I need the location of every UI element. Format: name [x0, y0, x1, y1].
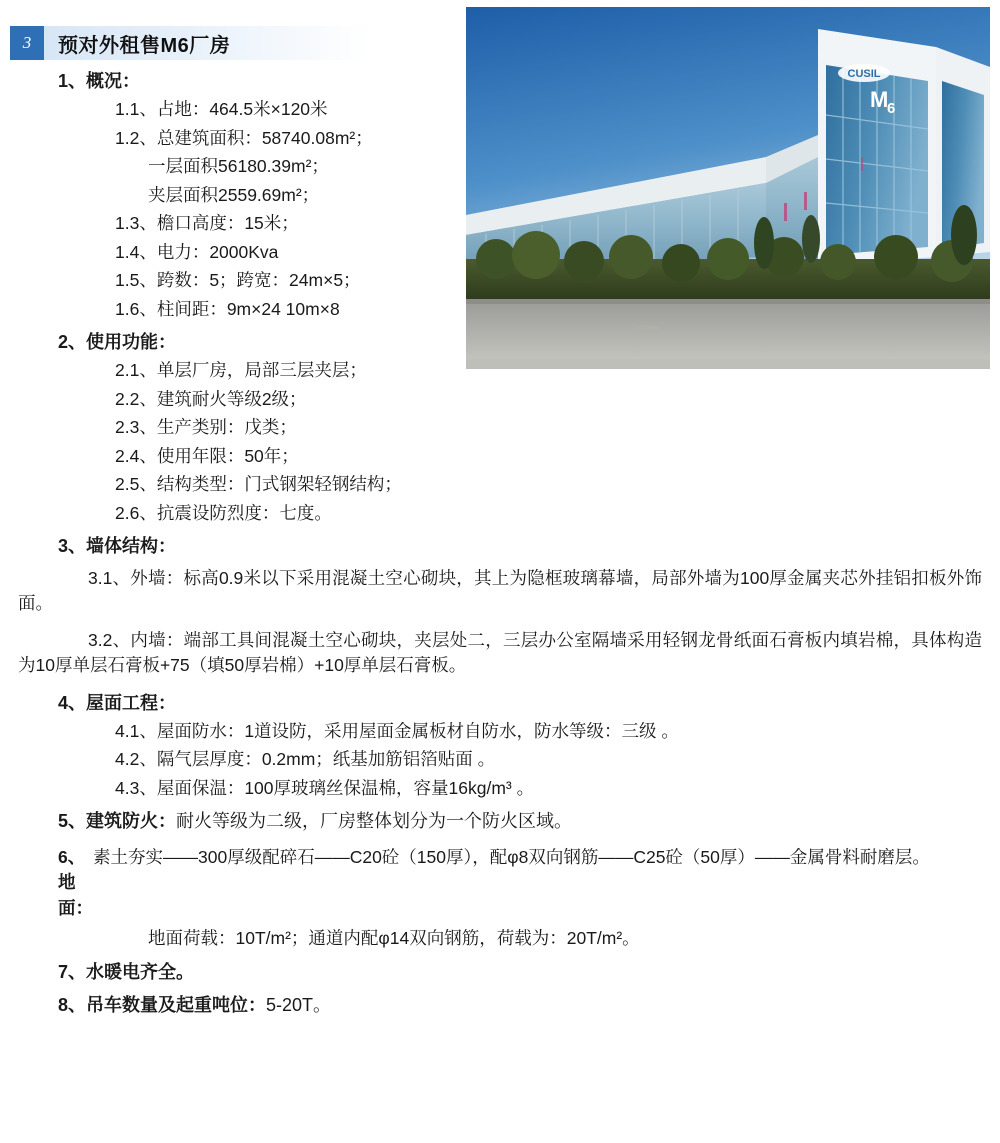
- section-heading-label: 6、地面：: [58, 847, 93, 918]
- section-utilities: [0, 963, 1000, 981]
- paragraph: 3.2、内墙：端部工具间混凝土空心砌块，夹层处二，三层办公室隔墙采用轻钢龙骨纸面石膏板内填岩棉，具体构造为10厚单层石膏板+75（填50厚岩棉）+10厚单层石膏板。: [18, 629, 982, 676]
- list-item: 1.3、檐口高度：15米；: [115, 213, 299, 233]
- section-number: 3: [10, 26, 44, 60]
- list-item: 2.6、抗震设防烈度：七度。: [115, 502, 332, 523]
- section-fire: [0, 812, 1000, 830]
- section-heading-with-text: [0, 845, 1000, 921]
- page-title: 预对外租售M6厂房: [58, 34, 231, 57]
- section-title-bar: [44, 26, 370, 60]
- svg-text:M: M: [870, 87, 889, 112]
- list-item: 1.2、总建筑面积：58740.08m²；: [115, 127, 373, 148]
- list-item: 2.4、使用年限：50年；: [115, 445, 299, 466]
- section-heading: 1、概况：: [58, 71, 141, 91]
- section-heading: 7、水暖电齐全。: [58, 961, 195, 982]
- svg-text:6: 6: [887, 100, 896, 117]
- document-body: [0, 72, 1000, 1016]
- list-item: 2.2、建筑耐火等级2级；: [115, 388, 307, 409]
- section-heading: 4、屋面工程：: [58, 692, 177, 713]
- list-item: 4.2、隔气层厚度：0.2mm；纸基加筋铝箔贴面 。: [115, 749, 496, 769]
- list-item: 4.1、屋面防水：1道设防，采用屋面金属板材自防水，防水等级：三级 。: [115, 720, 679, 741]
- section-heading-with-text: [0, 812, 1000, 830]
- section-heading: 3、墙体结构：: [58, 536, 177, 556]
- list-item: 1.5、跨数：5；跨宽：24m×5；: [115, 270, 361, 290]
- list-item: 1.4、电力：2000Kva: [115, 241, 279, 262]
- section-heading-label: 5、建筑防火：: [58, 811, 177, 831]
- section-heading-with-text: [0, 996, 1000, 1014]
- list-item: 1.6、柱间距：9m×24 10m×8: [115, 298, 340, 319]
- paragraph: 地面荷载：10T/m²；通道内配φ14双向钢筋，荷载为：20T/m²。: [148, 928, 640, 949]
- section-heading-label: 8、吊车数量及起重吨位：: [58, 994, 267, 1015]
- paragraph: 3.1、外墙：标高0.9米以下采用混凝土空心砌块，其上为隐框玻璃幕墙，局部外墙为100厚金属夹芯外挂铝扣板外饰面。: [18, 568, 982, 614]
- section-heading: 2、使用功能：: [58, 332, 177, 352]
- section-function: [0, 333, 1000, 522]
- section-roof: [0, 694, 1000, 798]
- section-wall: [0, 537, 1000, 679]
- list-item: 一层面积56180.39m²；: [148, 156, 329, 176]
- section-heading-text: 素土夯实——300厚级配碎石——C20砼（150厚），配φ8双向钢筋——C25砼（50厚）——金属骨料耐磨层。: [93, 847, 930, 867]
- list-item: 夹层面积2559.69m²；: [148, 184, 320, 205]
- section-header-banner: [10, 26, 370, 60]
- list-item: 2.1、单层厂房，局部三层夹层；: [115, 360, 367, 380]
- list-item: 2.5、结构类型：门式钢架轻钢结构；: [115, 474, 402, 494]
- section-heading-text: 5-20T。: [266, 994, 332, 1015]
- section-overview: [0, 72, 1000, 318]
- list-item: 1.1、占地：464.5米×120米: [115, 99, 328, 119]
- section-heading-text: 耐火等级为二级，厂房整体划分为一个防火区域。: [176, 811, 573, 831]
- section-ground: [0, 845, 1000, 948]
- list-item: 4.3、屋面保温：100厚玻璃丝保温棉，容量16kg/m³ 。: [115, 777, 535, 798]
- list-item: 2.3、生产类别：戊类；: [115, 417, 297, 437]
- svg-text:CUSIL: CUSIL: [847, 68, 881, 80]
- section-crane: [0, 996, 1000, 1014]
